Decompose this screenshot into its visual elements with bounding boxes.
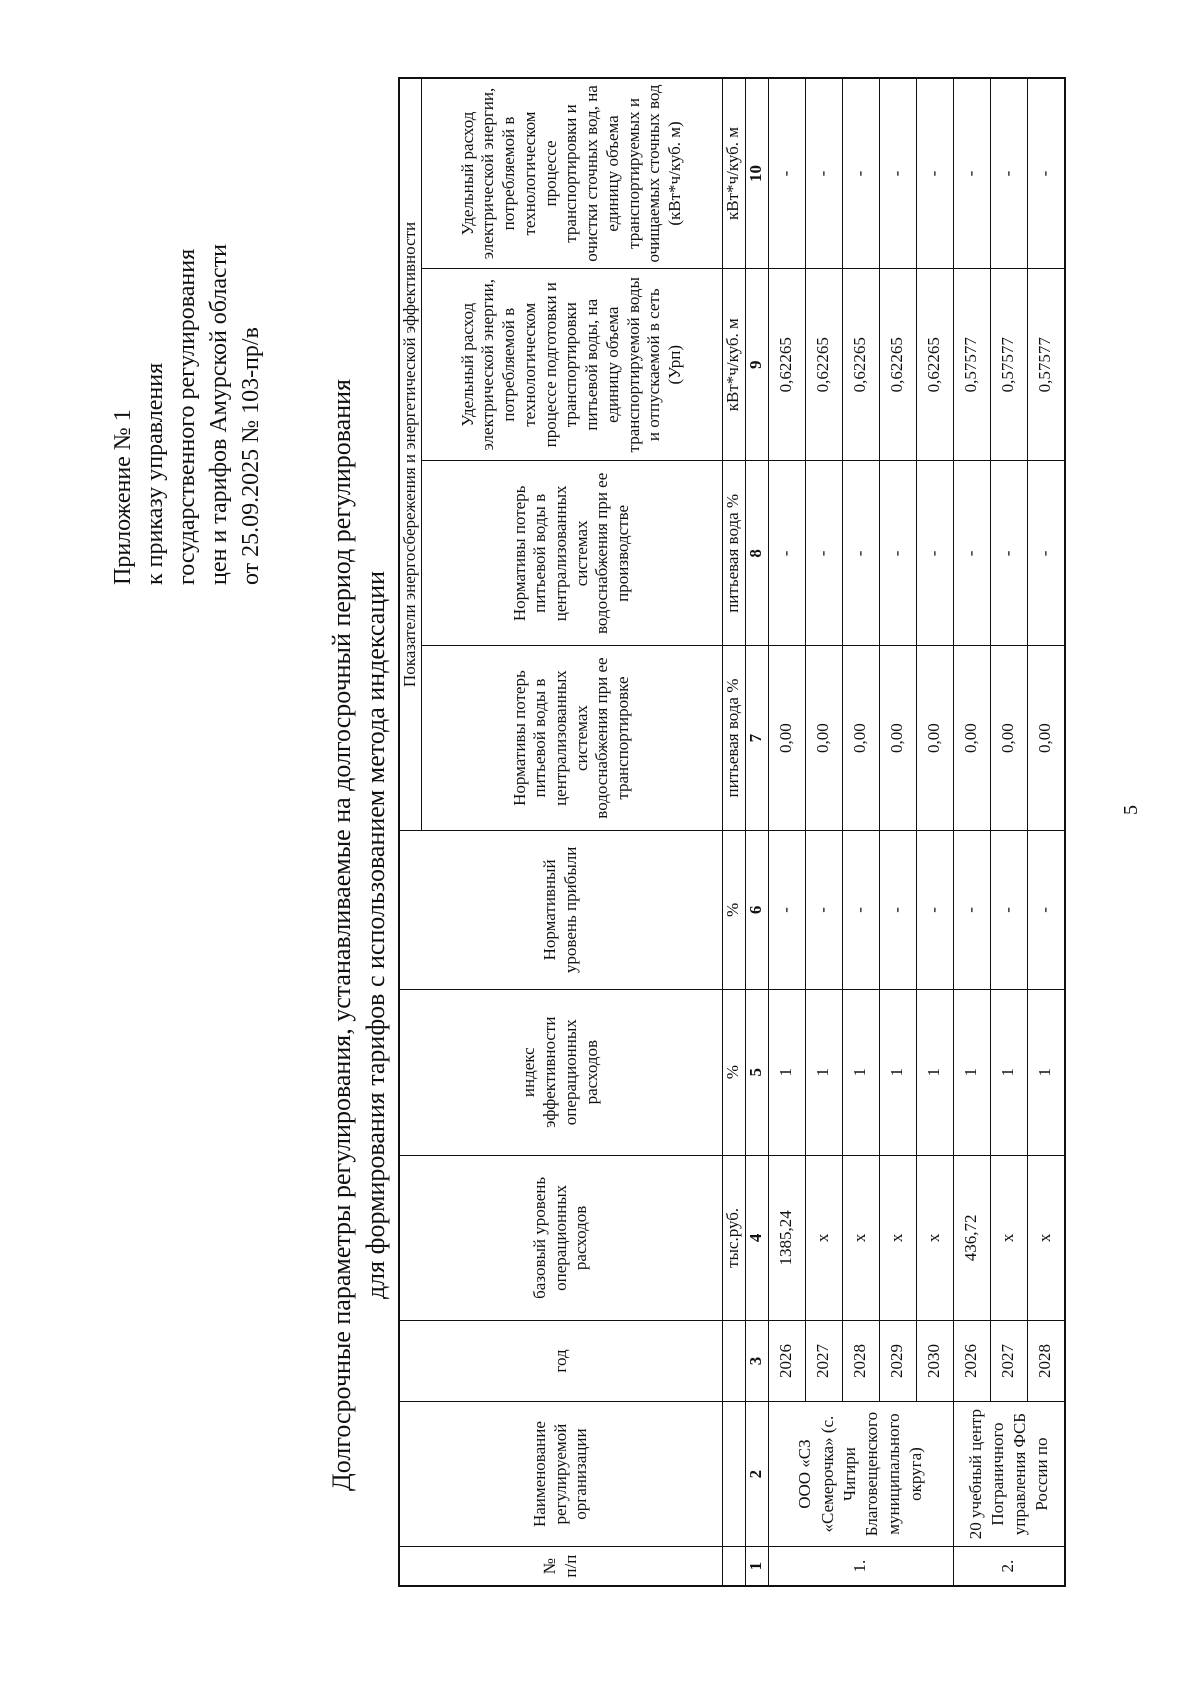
column-number: 10 xyxy=(745,78,768,268)
losses-production-cell: - xyxy=(805,461,842,646)
losses-transport-cell: 0,00 xyxy=(1027,646,1065,831)
losses-production-cell: - xyxy=(768,461,805,646)
page-number: 5 xyxy=(1120,805,1142,815)
losses-transport-cell: 0,00 xyxy=(768,646,805,831)
header-losses-transport: Нормативы потерь питьевой воды в централизованных системах водоснабжения при ее транспортировке xyxy=(421,646,722,831)
losses-production-cell: - xyxy=(879,461,916,646)
appendix-line-4: цен и тарифов Амурской области xyxy=(205,243,232,585)
base-opex-cell: 436,72 xyxy=(953,1155,990,1321)
parameters-table xyxy=(398,77,1066,1587)
row-number: 2. xyxy=(953,1547,1065,1586)
table-row xyxy=(953,78,990,1586)
efficiency-index-cell: 1 xyxy=(879,989,916,1155)
header-efficiency-index: индекс эффективности операционных расходов xyxy=(399,989,722,1155)
base-opex-cell: х xyxy=(990,1155,1027,1321)
base-opex-cell: х xyxy=(916,1155,953,1321)
energy-water-cell: 0,62265 xyxy=(879,268,916,461)
efficiency-index-cell: 1 xyxy=(1027,989,1065,1155)
energy-water-cell: 0,57577 xyxy=(953,268,990,461)
unit-losses-production: питьевая вода % xyxy=(722,461,745,646)
header-group-row xyxy=(399,78,421,1586)
header-energy-water: Удельный расход электрической энергии, потребляемой в технологическом процессе подготовки и транспортировки питьевой воды, на единицу объема транспортируемой воды и отпускаемой в сеть (Урп) xyxy=(421,268,722,461)
losses-production-cell: - xyxy=(916,461,953,646)
energy-water-cell: 0,57577 xyxy=(1027,268,1065,461)
energy-water-cell: 0,62265 xyxy=(842,268,879,461)
year-cell: 2027 xyxy=(990,1321,1027,1402)
column-number: 1 xyxy=(745,1547,768,1586)
profit-level-cell: - xyxy=(916,830,953,989)
column-number: 4 xyxy=(745,1155,768,1321)
header-num: № п/п xyxy=(399,1547,722,1586)
energy-sewage-cell: - xyxy=(916,78,953,268)
unit-losses-transport: питьевая вода % xyxy=(722,646,745,831)
profit-level-cell: - xyxy=(1027,830,1065,989)
efficiency-index-cell: 1 xyxy=(805,989,842,1155)
energy-sewage-cell: - xyxy=(990,78,1027,268)
appendix-line-2: к приказу управления xyxy=(141,362,168,585)
energy-sewage-cell: - xyxy=(842,78,879,268)
efficiency-index-cell: 1 xyxy=(990,989,1027,1155)
energy-sewage-cell: - xyxy=(805,78,842,268)
unit-energy-water: кВт*ч/куб. м xyxy=(722,268,745,461)
year-cell: 2026 xyxy=(953,1321,990,1402)
title-line-2: для формирования тарифов с использованием метода индексации xyxy=(360,570,390,1300)
table-row xyxy=(879,78,916,1586)
header-org-name: Наименование регулируемой организации xyxy=(399,1401,722,1547)
profit-level-cell: - xyxy=(768,830,805,989)
base-opex-cell: х xyxy=(879,1155,916,1321)
table-row xyxy=(916,78,953,1586)
losses-transport-cell: 0,00 xyxy=(990,646,1027,831)
profit-level-cell: - xyxy=(805,830,842,989)
energy-water-cell: 0,62265 xyxy=(805,268,842,461)
unit-base-opex: тыс.руб. xyxy=(722,1155,745,1321)
header-energy-group: Показатели энергосбережения и энергетической эффективности xyxy=(399,78,421,830)
title-line-1: Долгосрочные параметры регулирования, устанавливаемые на долгосрочный период регулирования xyxy=(327,378,356,1492)
year-cell: 2029 xyxy=(879,1321,916,1402)
table-row xyxy=(768,78,805,1586)
energy-sewage-cell: - xyxy=(879,78,916,268)
unit-cell xyxy=(722,1547,745,1586)
base-opex-cell: х xyxy=(842,1155,879,1321)
column-number: 9 xyxy=(745,268,768,461)
energy-sewage-cell: - xyxy=(1027,78,1065,268)
year-cell: 2028 xyxy=(842,1321,879,1402)
year-cell: 2026 xyxy=(768,1321,805,1402)
org-name: ООО «СЗ «Семерочка» (с. Чигири Благовещенского муниципального округа) xyxy=(768,1401,953,1547)
table-row xyxy=(990,78,1027,1586)
column-number: 8 xyxy=(745,461,768,646)
base-opex-cell: х xyxy=(805,1155,842,1321)
energy-water-cell: 0,62265 xyxy=(768,268,805,461)
header-energy-sewage: Удельный расход электрической энергии, потребляемой в технологическом процессе транспортировки и очистки сточных вод, на единицу объема транспортируемых и очищаемых сточных вод (кВт*ч/куб. м) xyxy=(421,78,722,268)
unit-cell xyxy=(722,1321,745,1402)
unit-energy-sewage: кВт*ч/куб. м xyxy=(722,78,745,268)
header-losses-production: Нормативы потерь питьевой воды в централизованных системах водоснабжения при ее производстве xyxy=(421,461,722,646)
losses-transport-cell: 0,00 xyxy=(953,646,990,831)
energy-sewage-cell: - xyxy=(953,78,990,268)
header-profit-level: Нормативный уровень прибыли xyxy=(399,830,722,989)
unit-efficiency-index: % xyxy=(722,989,745,1155)
efficiency-index-cell: 1 xyxy=(953,989,990,1155)
header-year: год xyxy=(399,1321,722,1402)
efficiency-index-cell: 1 xyxy=(916,989,953,1155)
unit-profit-level: % xyxy=(722,830,745,989)
year-cell: 2028 xyxy=(1027,1321,1065,1402)
document-title xyxy=(325,215,393,1655)
losses-transport-cell: 0,00 xyxy=(842,646,879,831)
profit-level-cell: - xyxy=(879,830,916,989)
column-number: 2 xyxy=(745,1401,768,1547)
efficiency-index-cell: 1 xyxy=(768,989,805,1155)
losses-transport-cell: 0,00 xyxy=(916,646,953,831)
year-cell: 2030 xyxy=(916,1321,953,1402)
column-numbers-row xyxy=(745,78,768,1586)
appendix-line-5: от 25.09.2025 № 103-пр/в xyxy=(237,327,264,585)
year-cell: 2027 xyxy=(805,1321,842,1402)
column-number: 3 xyxy=(745,1321,768,1402)
profit-level-cell: - xyxy=(953,830,990,989)
profit-level-cell: - xyxy=(842,830,879,989)
row-number: 1. xyxy=(768,1547,953,1586)
energy-sewage-cell: - xyxy=(768,78,805,268)
appendix-block xyxy=(108,244,268,585)
table-row xyxy=(842,78,879,1586)
org-name: 20 учебный центр Пограничного управления ФСБ России по xyxy=(953,1401,1065,1547)
header-base-opex: базовый уровень операционных расходов xyxy=(399,1155,722,1321)
energy-water-cell: 0,62265 xyxy=(916,268,953,461)
losses-production-cell: - xyxy=(990,461,1027,646)
efficiency-index-cell: 1 xyxy=(842,989,879,1155)
unit-cell xyxy=(722,1401,745,1547)
table-row xyxy=(805,78,842,1586)
energy-water-cell: 0,57577 xyxy=(990,268,1027,461)
base-opex-cell: 1385,24 xyxy=(768,1155,805,1321)
column-number: 5 xyxy=(745,989,768,1155)
table-row xyxy=(1027,78,1065,1586)
column-number: 7 xyxy=(745,646,768,831)
units-row xyxy=(722,78,745,1586)
losses-production-cell: - xyxy=(1027,461,1065,646)
base-opex-cell: х xyxy=(1027,1155,1065,1321)
losses-production-cell: - xyxy=(842,461,879,646)
losses-production-cell: - xyxy=(953,461,990,646)
column-number: 6 xyxy=(745,830,768,989)
appendix-line-3: государственного регулирования xyxy=(173,248,200,585)
losses-transport-cell: 0,00 xyxy=(879,646,916,831)
profit-level-cell: - xyxy=(990,830,1027,989)
appendix-line-1: Приложение № 1 xyxy=(110,409,136,585)
losses-transport-cell: 0,00 xyxy=(805,646,842,831)
